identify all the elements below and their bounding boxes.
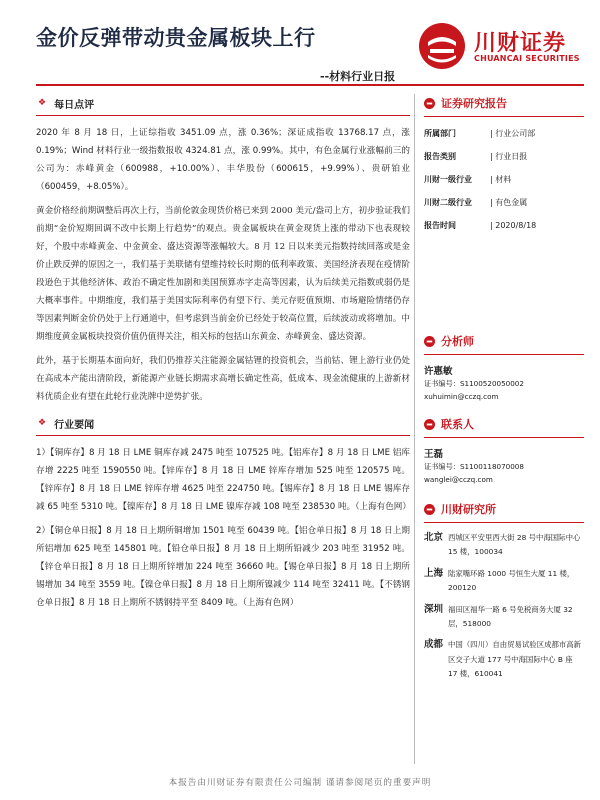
info-row: [424, 217, 584, 240]
column-divider: [414, 94, 415, 764]
logo-small-icon: [424, 419, 435, 430]
logo-small-icon: [424, 336, 435, 347]
review-paragraph: 2020 年 8 月 18 日，上证综指收 3451.09 点，涨 0.36%；深证成指收 13768.17 点，涨 0.19%；Wind 材料行业一级指数报收 4324.81 点，涨 0.99%。其中，有色金属行业涨幅前三的公司为：赤峰黄金（600988，+10.00%）、丰华股份（600615，+9.99%）、贵研铂业（600459，+8.05%）。: [36, 128, 410, 192]
section-divider: [36, 435, 410, 436]
sidebar-divider: [424, 522, 584, 523]
info-value: | 行业公司部: [490, 129, 536, 138]
contact-title: 联系人: [441, 418, 474, 431]
sidebar-divider: [424, 354, 584, 355]
diamond-bullet-icon: ❖: [38, 98, 47, 108]
analyst-cert: 证书编号：S1100520050002: [424, 379, 524, 388]
office-address: 福田区福华一路 6 号免税商务大厦 32 层，518000: [448, 604, 573, 629]
report-subtitle: --材料行业日报: [320, 70, 396, 83]
info-row: [424, 171, 584, 194]
analyst-email[interactable]: xuhuimin@cczq.com: [424, 392, 499, 401]
info-row: [424, 194, 584, 217]
office-entry: [424, 567, 584, 596]
logo-small-icon: [424, 98, 435, 109]
contact-heading: [424, 415, 584, 433]
daily-review-heading: [38, 94, 410, 112]
logo-text-cn: 川财证券: [474, 30, 567, 56]
info-row: [424, 148, 584, 171]
office-city: 上海: [424, 567, 444, 579]
industry-news-title: 行业要闻: [54, 419, 95, 431]
analyst-heading: [424, 332, 584, 350]
office-address: 西城区平安里西大街 28 号中海国际中心 15 楼，100034: [448, 533, 581, 557]
info-value: | 有色金属: [490, 198, 528, 207]
contact-cert: 证书编号：S1100118070008: [424, 462, 524, 471]
info-key: 报告类别: [424, 152, 456, 161]
office-city: 成都: [424, 639, 444, 651]
main-content: [36, 94, 410, 612]
footer-disclaimer: 本报告由川财证券有限责任公司编制 谨请参阅尾页的重要声明: [168, 778, 432, 788]
daily-review-title: 每日点评: [54, 99, 95, 111]
office-city: 北京: [424, 532, 444, 543]
office-entry: [424, 531, 584, 560]
office-address: 中国（四川）自由贸易试验区成都市高新区交子大道 177 号中海国际中心 B 座 17 楼，610041: [448, 640, 582, 679]
info-value: | 2020/8/18: [490, 221, 537, 230]
info-value: | 行业日报: [490, 152, 528, 161]
office-entry: [424, 603, 584, 632]
info-key: 所属部门: [424, 129, 456, 138]
analyst-name: 许惠敏: [424, 366, 453, 377]
info-value: | 材料: [490, 175, 512, 184]
section-divider: [36, 115, 410, 116]
sidebar-divider: [424, 437, 584, 438]
company-logo: [418, 22, 583, 70]
contact-name: 王磊: [424, 449, 444, 460]
news-paragraph: 2）【铜仓单日报】8 月 18 日上期所铜增加 1501 吨至 60439 吨。【铝仓单日报】8 月 18 日上期所铝增加 625 吨至 145801 吨。【铅仓单日报】8 月 18 日上期所铅减少 203 吨至 31952 吨。【锌仓单日报】8 月 18 日上期所锌增加 224 吨至 36660 吨。【锡仓单日报】8 月 18 日上期所锡增加 34 吨至 3559 吨。【镍仓单日报】8 月 18 日上期所镍减少 114 吨至 32411 吨。【不锈钢仓单日报】8 月 18 日上期所不锈钢持平至 8409 吨。（上海有色网）: [36, 526, 410, 608]
review-paragraph: 此外，基于长期基本面向好，我们仍推荐关注能源金属钴锂的投资机会，当前钴、锂上游行业仍处在高成本产能出清阶段，新能源产业链长期需求高增长确定性高，低成本、现金流健康的上游新材料优质企业有望在此轮行业洗牌中逆势扩张。: [36, 356, 410, 402]
analyst-title: 分析师: [441, 335, 474, 348]
info-key: 川财二级行业: [424, 198, 472, 207]
info-key: 报告时间: [424, 221, 456, 230]
info-key: 川财一级行业: [424, 175, 472, 184]
office-address: 陆家嘴环路 1000 号恒生大厦 11 楼，200120: [448, 568, 575, 593]
sidebar: [424, 94, 584, 689]
institute-heading: [424, 500, 584, 518]
diamond-bullet-icon: ❖: [38, 418, 47, 428]
sidebar-divider: [424, 116, 584, 117]
office-city: 深圳: [424, 603, 444, 615]
review-paragraph: 黄金价格经前期调整后再次上行，当前伦敦金现货价格已来到 2000 美元/盎司上方，初步验证我们前期“金价短期回调不改中长期上行趋势”的观点。贵金属板块在黄金现货上涨的带动下也表现较好，个股中赤峰黄金、中金黄金、盛达资源等涨幅较大。8 月 12 日以来美元指数持续回落或是金价止跌反弹的原因之一，我们基于美联储有望维持较长时期的低利率政策、美国经济表现在疫情阶段逊色于其他经济体、政治不确定性加剧和美国预算赤字走高等因素，认为后续美元指数或弱仍是大概率事件。中期维度，我们基于美国实际利率仍有望下行、美元存贬值预期、市场避险情绪仍存等因素判断金价仍处于上行通道中，但考虑到当前金价已经处于较高位置，后续波动或将增加。中期维度黄金属板块投资价值仍值得关注，相关标的包括山东黄金、赤峰黄金、盛达资源。: [36, 206, 410, 342]
report-title: 金价反弹带动贵金属板块上行: [36, 25, 316, 50]
report-info-heading: [424, 94, 584, 112]
report-info-title: 证券研究报告: [441, 97, 507, 110]
chuancai-logo-icon: [418, 22, 466, 70]
contact-email[interactable]: wanglei@cczq.com: [424, 475, 493, 484]
logo-text-en: CHUANCAI SECURITIES: [474, 54, 580, 63]
logo-small-icon: [424, 504, 435, 515]
institute-title: 川财研究所: [441, 503, 496, 516]
office-entry: [424, 638, 584, 681]
info-row: [424, 125, 584, 148]
industry-news-heading: [38, 414, 410, 432]
header-divider: [36, 84, 584, 86]
news-paragraph: 1）【铜库存】8 月 18 日 LME 铜库存减 2475 吨至 107525 吨。【铝库存】8 月 18 日 LME 铝库存增 2225 吨至 1590550 吨。【锌库存】8 月 18 日 LME 锌库存增加 525 吨至 120575 吨。【锌库存】8 月 18 日 LME 锌库存增 4625 吨至 224750 吨。【锡库存】8 月 18 日 LME 锡库存减 65 吨至 5310 吨。【镍库存】8 月 18 日 LME 镍库存减 108 吨至 238530 吨。（上海有色网）: [36, 448, 411, 512]
